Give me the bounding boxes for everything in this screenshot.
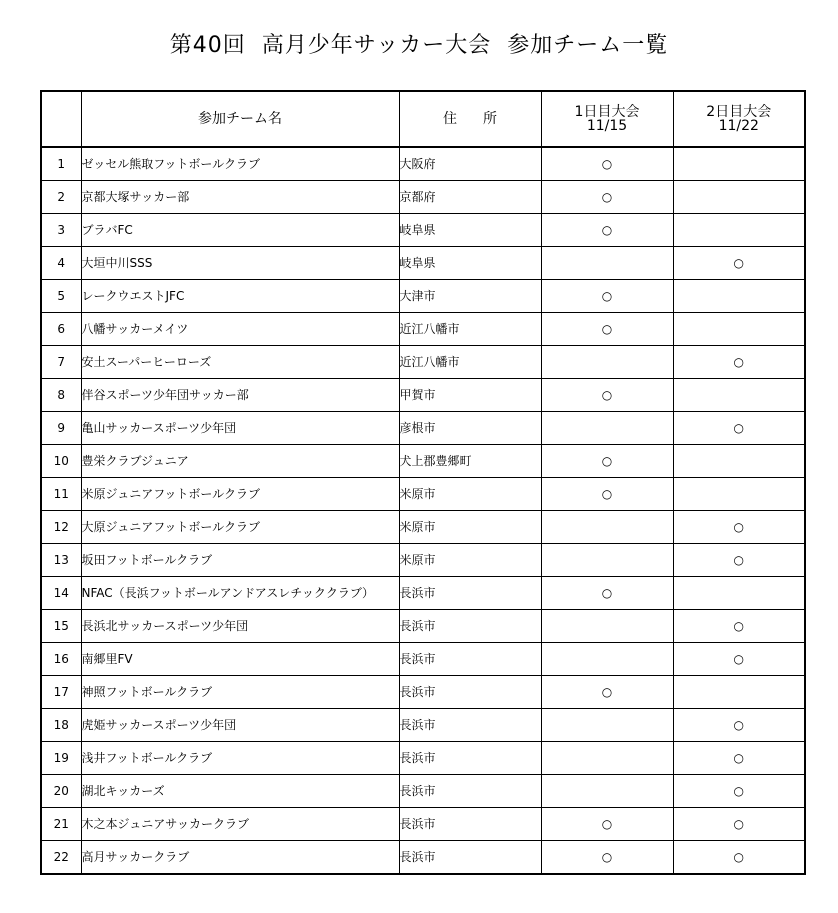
- team-address: 岐阜県: [399, 214, 541, 247]
- day1-mark: [541, 511, 673, 544]
- team-name: ゼッセル熊取フットボールクラブ: [81, 147, 399, 181]
- row-number: 16: [41, 643, 81, 676]
- team-name: 長浜北サッカースポーツ少年団: [81, 610, 399, 643]
- row-number: 1: [41, 147, 81, 181]
- team-name: 伴谷スポーツ少年団サッカー部: [81, 379, 399, 412]
- team-address: 長浜市: [399, 841, 541, 875]
- table-row: [41, 478, 805, 511]
- header-day1-date: 11/15: [586, 118, 628, 134]
- row-number: 18: [41, 709, 81, 742]
- row-number: 6: [41, 313, 81, 346]
- team-address: 近江八幡市: [399, 346, 541, 379]
- day2-mark: [673, 313, 805, 346]
- row-number: 14: [41, 577, 81, 610]
- header-day1-name: 1日目大会: [574, 104, 640, 120]
- team-address: 岐阜県: [399, 247, 541, 280]
- header-address-label: 住所: [443, 111, 523, 127]
- team-name: 安土スーパーヒーローズ: [81, 346, 399, 379]
- day2-mark: [673, 577, 805, 610]
- team-name: 湖北キッカーズ: [81, 775, 399, 808]
- day2-mark: ○: [673, 709, 805, 742]
- header-day2: [673, 91, 805, 147]
- team-name: 浅井フットボールクラブ: [81, 742, 399, 775]
- team-name: 南郷里FV: [81, 643, 399, 676]
- day1-mark: [541, 544, 673, 577]
- table-row: [41, 346, 805, 379]
- team-name: 坂田フットボールクラブ: [81, 544, 399, 577]
- day1-mark: [541, 775, 673, 808]
- team-name: 京都大塚サッカー部: [81, 181, 399, 214]
- row-number: 21: [41, 808, 81, 841]
- day1-mark: ○: [541, 181, 673, 214]
- team-address: 大津市: [399, 280, 541, 313]
- row-number: 19: [41, 742, 81, 775]
- row-number: 15: [41, 610, 81, 643]
- team-address: 長浜市: [399, 709, 541, 742]
- table-row: [41, 412, 805, 445]
- day2-mark: [673, 478, 805, 511]
- table-row: [41, 147, 805, 181]
- day2-mark: ○: [673, 412, 805, 445]
- team-name: 八幡サッカーメイツ: [81, 313, 399, 346]
- team-name: 大原ジュニアフットボールクラブ: [81, 511, 399, 544]
- table-row: [41, 709, 805, 742]
- day1-mark: ○: [541, 313, 673, 346]
- table-row: [41, 841, 805, 875]
- day2-mark: ○: [673, 544, 805, 577]
- table-row: [41, 181, 805, 214]
- row-number: 20: [41, 775, 81, 808]
- team-address: 甲賀市: [399, 379, 541, 412]
- team-name: 虎姫サッカースポーツ少年団: [81, 709, 399, 742]
- row-number: 10: [41, 445, 81, 478]
- day1-mark: ○: [541, 676, 673, 709]
- day2-mark: ○: [673, 841, 805, 875]
- header-day2-date: 11/22: [718, 118, 759, 134]
- team-name: レークウエストJFC: [81, 280, 399, 313]
- day2-mark: ○: [673, 643, 805, 676]
- day2-mark: [673, 147, 805, 181]
- team-name: NFAC（長浜フットボールアンドアスレチッククラブ）: [81, 577, 399, 610]
- team-address: 長浜市: [399, 577, 541, 610]
- header-day2-name: 2日目大会: [706, 104, 772, 120]
- table-row: [41, 313, 805, 346]
- day1-mark: [541, 742, 673, 775]
- row-number: 17: [41, 676, 81, 709]
- team-address: 長浜市: [399, 676, 541, 709]
- day1-mark: ○: [541, 841, 673, 875]
- table-row: [41, 511, 805, 544]
- table-row: [41, 214, 805, 247]
- day1-mark: [541, 412, 673, 445]
- day2-mark: ○: [673, 346, 805, 379]
- row-number: 3: [41, 214, 81, 247]
- day1-mark: ○: [541, 280, 673, 313]
- day2-mark: ○: [673, 742, 805, 775]
- page-title: 第40回 高月少年サッカー大会 参加チーム一覧: [169, 33, 669, 58]
- team-address: 長浜市: [399, 775, 541, 808]
- team-address: 米原市: [399, 511, 541, 544]
- table-row: [41, 742, 805, 775]
- team-address: 長浜市: [399, 742, 541, 775]
- team-name: 神照フットボールクラブ: [81, 676, 399, 709]
- day2-mark: [673, 445, 805, 478]
- team-address: 彦根市: [399, 412, 541, 445]
- header-day1: [541, 91, 673, 147]
- team-name: 高月サッカークラブ: [81, 841, 399, 875]
- day2-mark: [673, 280, 805, 313]
- day1-mark: [541, 709, 673, 742]
- day1-mark: ○: [541, 147, 673, 181]
- team-address: 長浜市: [399, 610, 541, 643]
- day1-mark: [541, 643, 673, 676]
- table-row: [41, 379, 805, 412]
- row-number: 12: [41, 511, 81, 544]
- row-number: 9: [41, 412, 81, 445]
- team-address: 長浜市: [399, 643, 541, 676]
- table-body: [41, 147, 805, 874]
- team-address: 長浜市: [399, 808, 541, 841]
- row-number: 22: [41, 841, 81, 875]
- team-address: 米原市: [399, 544, 541, 577]
- team-address: 犬上郡豊郷町: [399, 445, 541, 478]
- row-number: 5: [41, 280, 81, 313]
- table-row: [41, 280, 805, 313]
- day2-mark: ○: [673, 247, 805, 280]
- header-team-name: 参加チーム名: [81, 91, 399, 147]
- day1-mark: ○: [541, 808, 673, 841]
- row-number: 13: [41, 544, 81, 577]
- day1-mark: ○: [541, 379, 673, 412]
- row-number: 2: [41, 181, 81, 214]
- team-name: ブラバFC: [81, 214, 399, 247]
- day2-mark: [673, 379, 805, 412]
- day1-mark: ○: [541, 478, 673, 511]
- header-number: [41, 91, 81, 147]
- day2-mark: ○: [673, 808, 805, 841]
- day1-mark: ○: [541, 445, 673, 478]
- day1-mark: [541, 346, 673, 379]
- table-row: [41, 247, 805, 280]
- team-address: 近江八幡市: [399, 313, 541, 346]
- header-address: [399, 91, 541, 147]
- day1-mark: ○: [541, 214, 673, 247]
- table-row: [41, 445, 805, 478]
- day2-mark: [673, 181, 805, 214]
- team-name: 豊栄クラブジュニア: [81, 445, 399, 478]
- table-row: [41, 610, 805, 643]
- day2-mark: ○: [673, 775, 805, 808]
- team-address: 京都府: [399, 181, 541, 214]
- table-row: [41, 544, 805, 577]
- day1-mark: [541, 247, 673, 280]
- table-row: [41, 577, 805, 610]
- table-header-row: [41, 91, 805, 147]
- table-row: [41, 643, 805, 676]
- team-address: 米原市: [399, 478, 541, 511]
- table-row: [41, 676, 805, 709]
- team-table: [40, 90, 806, 875]
- team-name: 亀山サッカースポーツ少年団: [81, 412, 399, 445]
- day1-mark: ○: [541, 577, 673, 610]
- row-number: 8: [41, 379, 81, 412]
- team-address: 大阪府: [399, 147, 541, 181]
- table-row: [41, 808, 805, 841]
- team-name: 大垣中川SSS: [81, 247, 399, 280]
- table-row: [41, 775, 805, 808]
- team-name: 木之本ジュニアサッカークラブ: [81, 808, 399, 841]
- row-number: 4: [41, 247, 81, 280]
- day2-mark: [673, 214, 805, 247]
- row-number: 11: [41, 478, 81, 511]
- day1-mark: [541, 610, 673, 643]
- day2-mark: [673, 676, 805, 709]
- day2-mark: ○: [673, 511, 805, 544]
- day2-mark: ○: [673, 610, 805, 643]
- row-number: 7: [41, 346, 81, 379]
- team-name: 米原ジュニアフットボールクラブ: [81, 478, 399, 511]
